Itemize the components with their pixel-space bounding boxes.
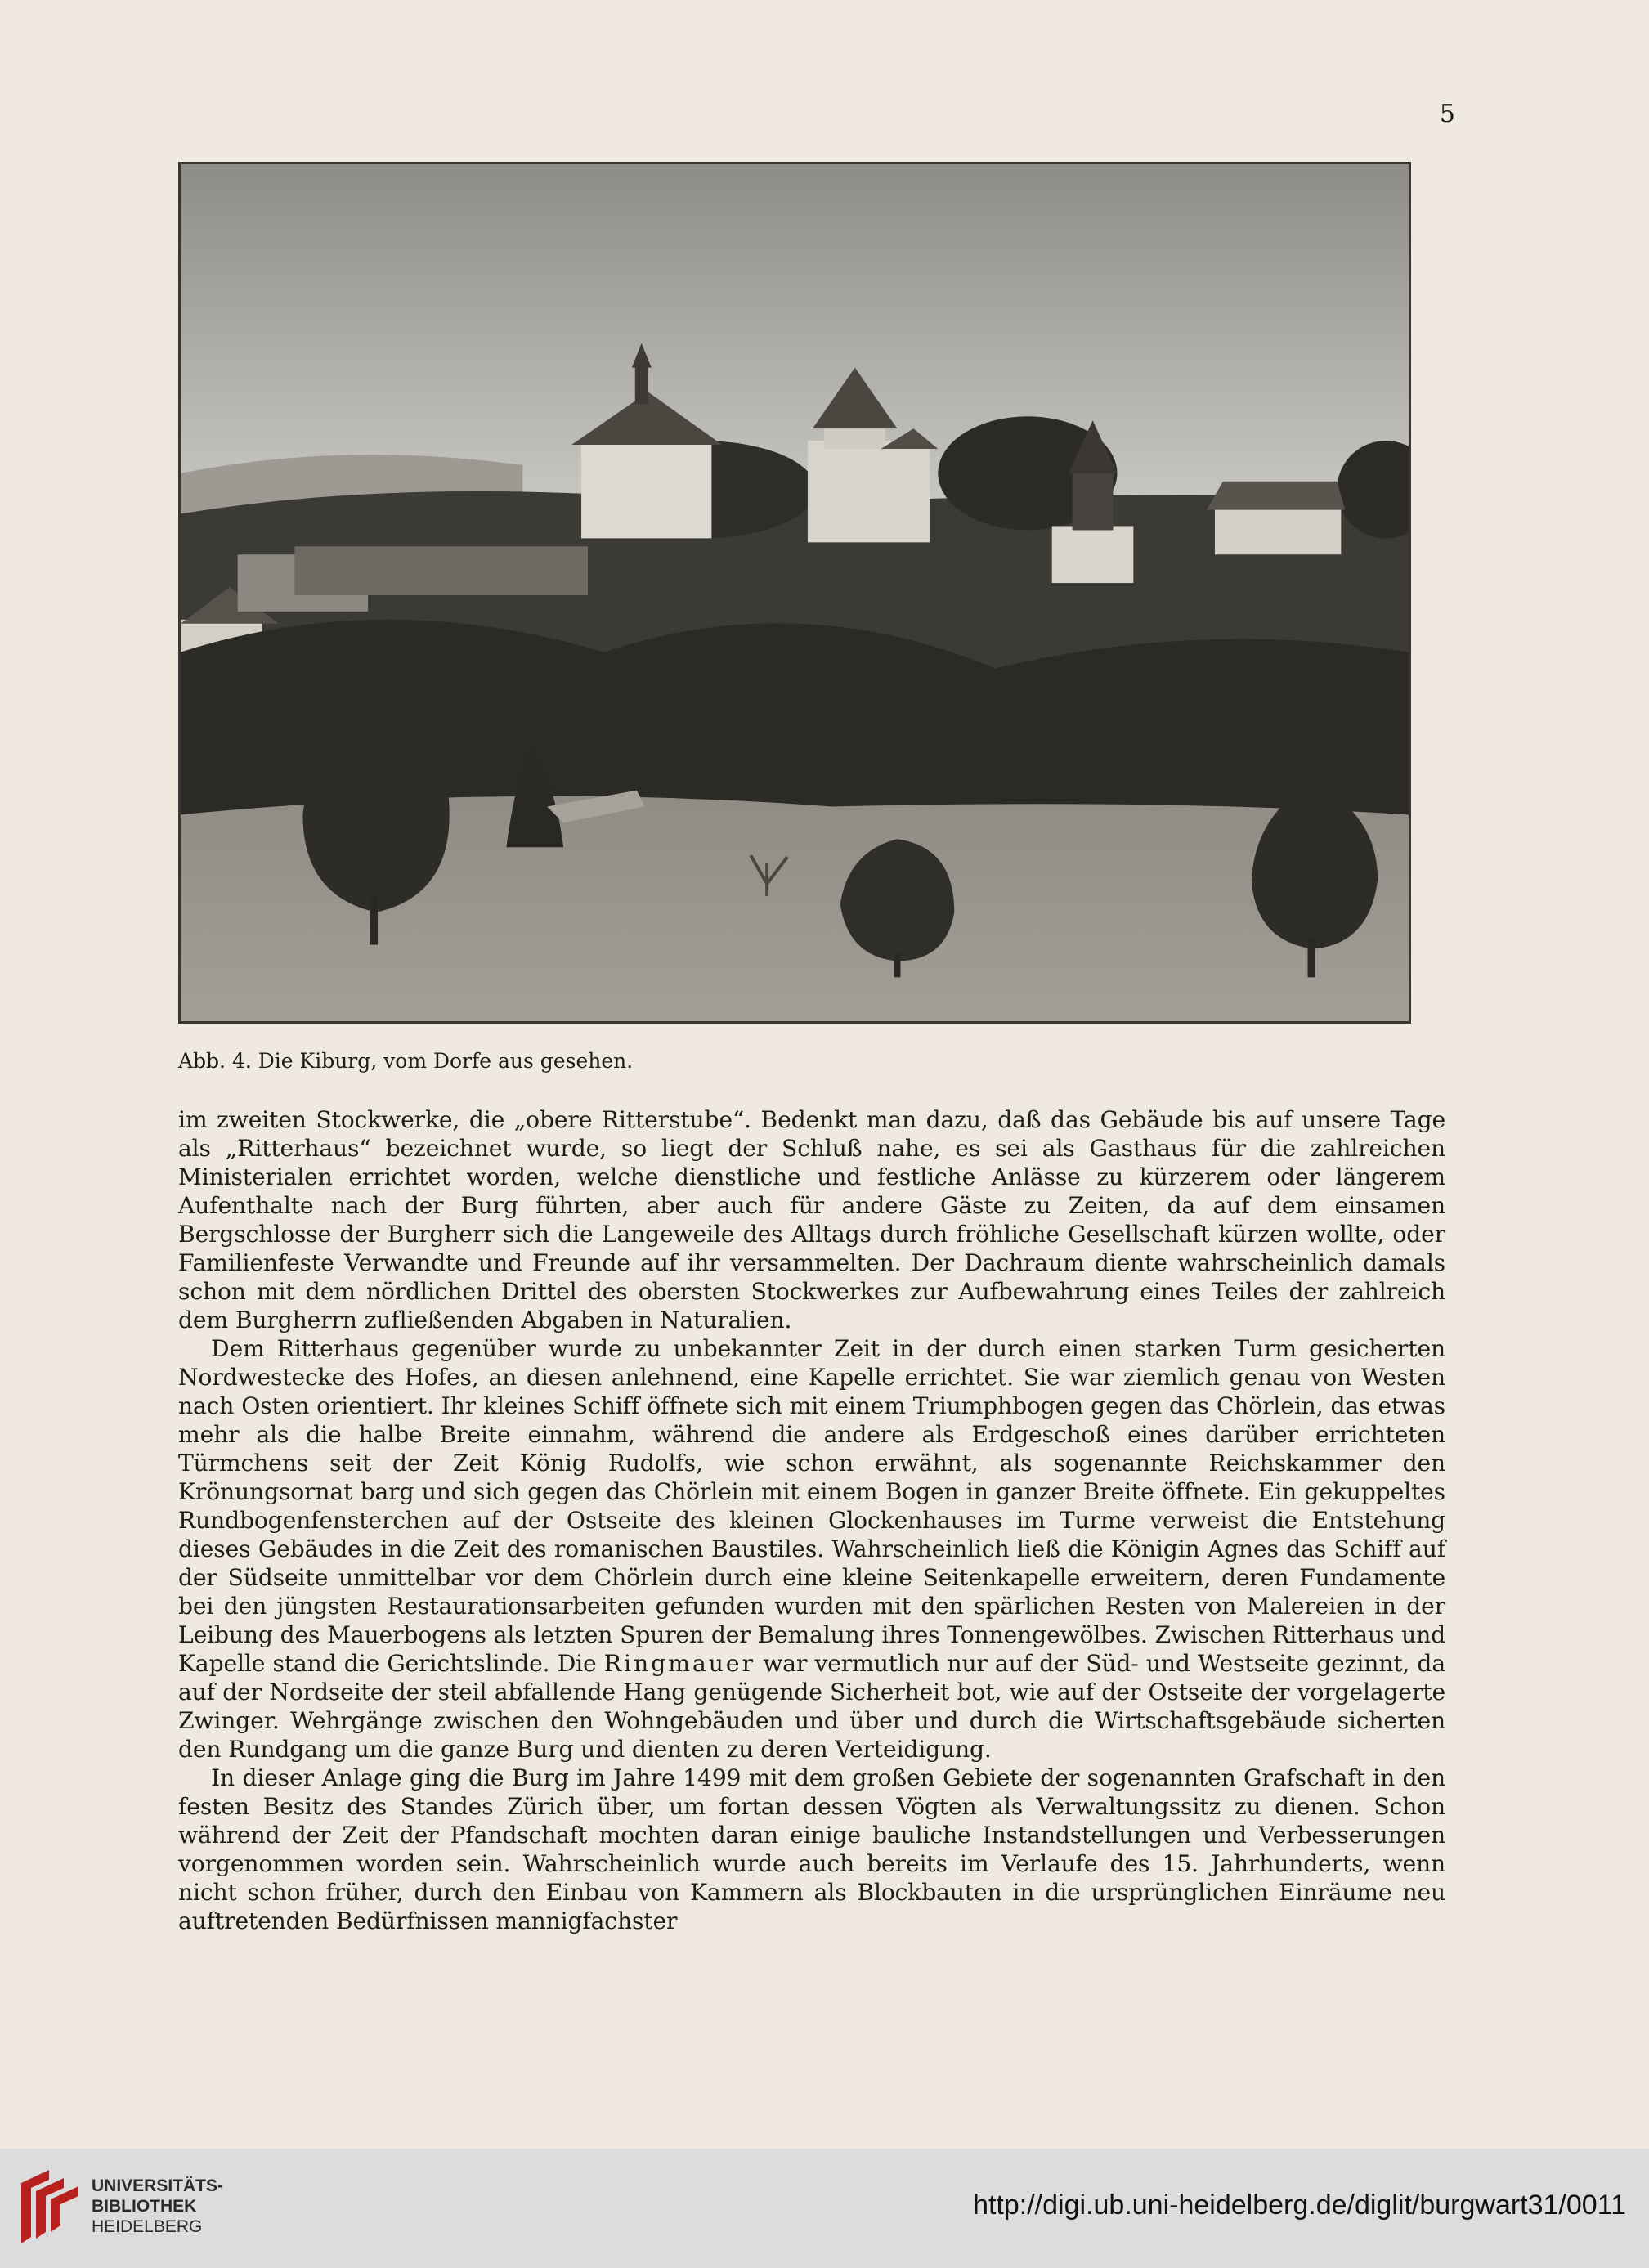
- page-number: 5: [1439, 100, 1455, 128]
- logo-line-2: BIBLIOTHEK: [92, 2197, 197, 2216]
- body-text: [178, 1105, 1445, 1935]
- logo-line-3: HEIDELBERG: [92, 2217, 203, 2236]
- paragraph-2-part-a: Dem Ritterhaus gegenüber wurde zu unbekannter Zeit in der durch einen starken Turm gesicherten Nordwestecke des Hofes, an diesen anlehnend, eine Kapelle errichtet. Sie war ziemlich genau von Westen nach Osten orientiert. Ihr kleines Schiff öffnete sich mit einem Triumphbogen gegen das Chörlein, das etwas mehr als die halbe Breite einnahm, während die andere als Erdgeschoß eines darüber errichteten Türmchens seit der Zeit König Rudolfs, wie schon erwähnt, als sogenannte Reichskammer den Krönungsornat barg und sich gegen das Chörlein mit einem Bogen in ganzer Breite öffnete. Ein gekuppeltes Rundbogenfensterchen auf der Ostseite des kleinen Glockenhauses im Turme verweist die Entstehung dieses Gebäudes in die Zeit des romanischen Baustiles. Wahrscheinlich ließ die Königin Agnes das Schiff auf der Südseite unmittelbar vor dem Chörlein durch eine kleine Seitenkapelle erweitern, deren Fundamente bei den jüngsten Restaurationsarbeiten gefunden wurden mit den spärlichen Resten von Malereien in der Leibung des Mauerbogens als letzten Spuren der Bemalung ihres Tonnengewölbes. Zwischen Ritterhaus und Kapelle stand die Gerichtslinde. Die: [178, 1335, 1445, 1677]
- paragraph-3: In dieser Anlage ging die Burg im Jahre 1499 mit dem großen Gebiete der sogenannten Grafschaft in den festen Besitz des Standes Zürich über, um fortan dessen Vögten als Verwaltungssitz zu dienen. Schon während der Zeit der Pfandschaft mochten daran einige bauliche Instandstellungen und Verbesserungen vorgenommen worden sein. Wahrscheinlich wurde auch bereits im Verlaufe des 15. Jahrhunderts, wenn nicht schon früher, durch den Einbau von Kammern als Blockbauten in die ursprünglichen Einräume neu auftretenden Bedürfnissen mannigfachster: [178, 1764, 1445, 1934]
- source-url-link[interactable]: http://digi.ub.uni-heidelberg.de/diglit/burgwart31/0011: [973, 2190, 1626, 2221]
- figure-photo-kiburg: [178, 162, 1411, 1024]
- library-footer-bar: [0, 2149, 1649, 2268]
- landscape-photo: [181, 164, 1409, 1021]
- paragraph-1: im zweiten Stockwerke, die „obere Ritterstube“. Bedenkt man dazu, daß das Gebäude bis auf unsere Tage als „Ritterhaus“ bezeichnet wurde, so liegt der Schluß nahe, es sei als Gasthaus für die zahlreichen Ministerialen errichtet worden, welche dienstliche und festliche Anlässe zu kürzerem oder längerem Aufenthalte nach der Burg führten, aber auch für andere Gäste zu Zeiten, da auf dem einsamen Bergschlosse der Burgherr sich die Langeweile des Alltags durch fröhliche Gesellschaft kürzen wollte, oder Familienfeste Verwandte und Freunde auf ihr versammelten. Der Dachraum diente wahrscheinlich damals schon mit dem nördlichen Drittel des obersten Stockwerkes zur Aufbewahrung eines Teiles der zahlreich dem Burgherrn zufließenden Abgaben in Naturalien.: [178, 1106, 1445, 1333]
- paragraph-2: [178, 1334, 1445, 1764]
- figure-caption: Abb. 4. Die Kiburg, vom Dorfe aus gesehen.: [178, 1049, 634, 1073]
- university-library-logo-icon: [16, 2168, 80, 2248]
- paragraph-2-part-b: war vermutlich nur auf der Süd- und Westseite gezinnt, da auf der Nordseite der steil abfallende Hang genügende Sicherheit bot, wie auf der Ostseite der vorgelagerte Zwinger. Wehrgänge zwischen den Wohngebäuden und über und durch die Wirtschaftsgebäude sicherten den Rundgang um die ganze Burg und dienten zu deren Verteidigung.: [178, 1650, 1445, 1763]
- spaced-term-ringmauer: Ringmauer: [603, 1650, 756, 1677]
- logo-line-1: UNIVERSITÄTS-: [92, 2176, 224, 2195]
- library-logo-text: [92, 2176, 223, 2237]
